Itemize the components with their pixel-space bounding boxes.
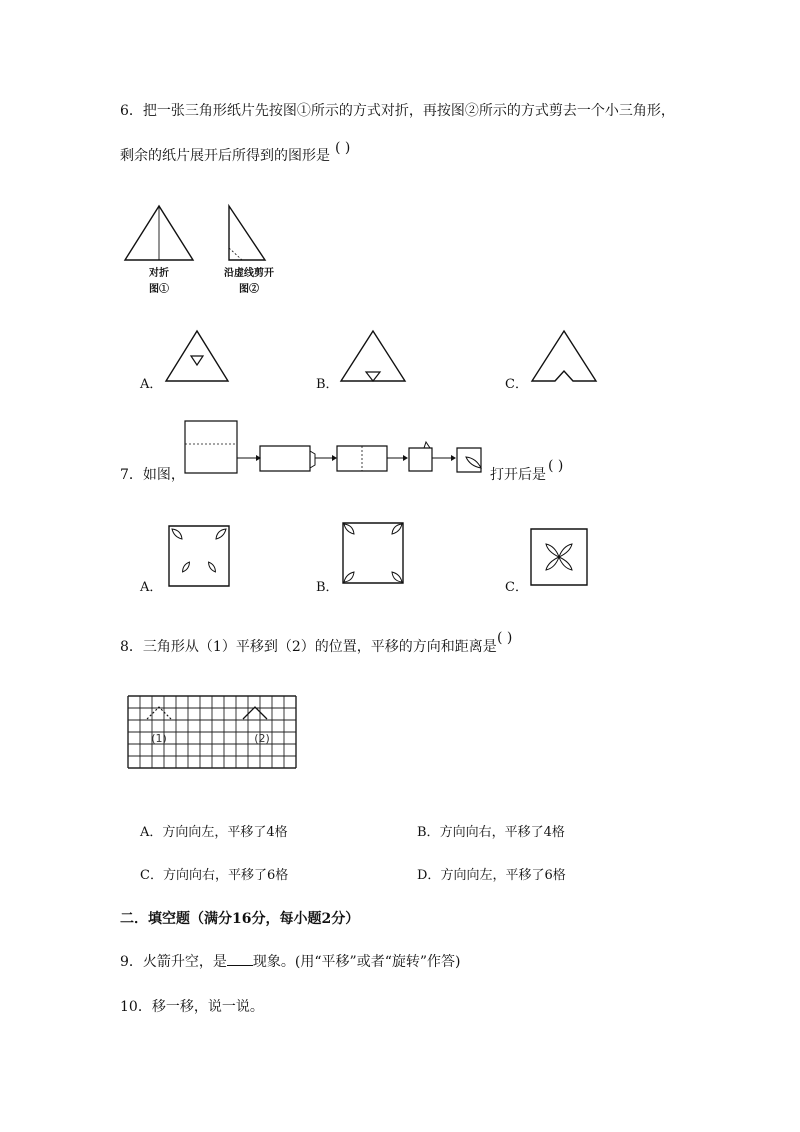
q6-figure-cut [226,205,266,261]
q8-option-d-letter: D． [417,868,441,883]
q6-option-b-label: B． [316,377,339,392]
fold-step4-square [409,448,432,471]
q6-option-b-figure[interactable] [340,330,406,382]
q7-option-a-label: A． [140,580,163,595]
q6-option-c-label: C． [505,377,528,392]
q9-answer-blank[interactable] [227,951,253,966]
q6-option-c-figure[interactable] [531,330,597,382]
q6-fig2-caption-bottom: 图② [239,284,259,295]
q6-text-line2: 剩余的纸片展开后所得到的图形是 [120,148,330,164]
q6-fig1-caption-bottom: 图① [149,284,169,295]
q8-option-b-letter: B． [417,825,440,840]
q8-option-b[interactable] [417,821,565,840]
q6-option-a-label: A． [140,377,163,392]
q8-option-c[interactable] [140,864,288,883]
q9-text-before: 9．火箭升空，是 [120,954,227,970]
fold-step5-square [457,448,481,472]
q7-option-b-figure[interactable] [342,522,404,584]
q7-prefix: 7．如图， [120,467,185,483]
q6-fig1-caption-top: 对折 [149,268,169,279]
fig2-dashed-cut [229,248,242,260]
triangle-1 [147,707,171,719]
q8-option-b-text: 方向向右，平移了4格 [439,825,565,840]
q7-answer-paren: ( ) [548,458,564,474]
q8-option-d-text: 方向向左，平移了6格 [440,868,566,883]
q6-fig2-caption-top: 沿虚线剪开 [224,268,274,279]
q6-text-line1: 6．把一张三角形纸片先按图①所示的方式对折，再按图②所示的方式剪去一个小三角形， [120,103,675,119]
q7-option-c-label: C． [505,580,528,595]
fig2-half-triangle [229,206,265,260]
q7-option-b-label: B． [316,580,339,595]
q6-option-a-figure[interactable] [165,330,229,382]
q7-suffix: 打开后是 [490,467,546,483]
section-2-heading: 二．填空题（满分16分，每小题2分） [120,911,360,927]
q8-option-d[interactable] [417,864,566,883]
q8-grid-figure [128,694,296,782]
triangle-2 [243,707,267,719]
q8-answer-paren: ( ) [497,630,513,646]
q6-answer-paren: ( ) [335,140,351,156]
fold-step2-rect [260,446,310,471]
q6-figure-fold [124,205,194,261]
q8-option-a-letter: A． [140,825,163,840]
q7-option-a-figure[interactable] [168,525,230,587]
label-1: (1) [151,732,167,745]
q9-text-after: 现象。(用“平移”或者“旋转”作答) [252,954,461,970]
q7-option-c-figure[interactable] [530,528,588,586]
q7-folding-sequence [184,420,494,476]
q8-option-c-letter: C． [140,868,163,883]
q8-text: 8．三角形从（1）平移到（2）的位置，平移的方向和距离是 [120,639,497,655]
q8-option-c-text: 方向向右，平移了6格 [162,868,289,883]
q9-text [120,951,460,971]
q10-text: 10．移一移，说一说。 [120,999,264,1015]
fold-step1-square [185,421,237,473]
label-2: (2) [254,732,270,745]
q8-option-a-text: 方向向左，平移了4格 [162,825,288,840]
q8-option-a[interactable] [140,821,288,840]
